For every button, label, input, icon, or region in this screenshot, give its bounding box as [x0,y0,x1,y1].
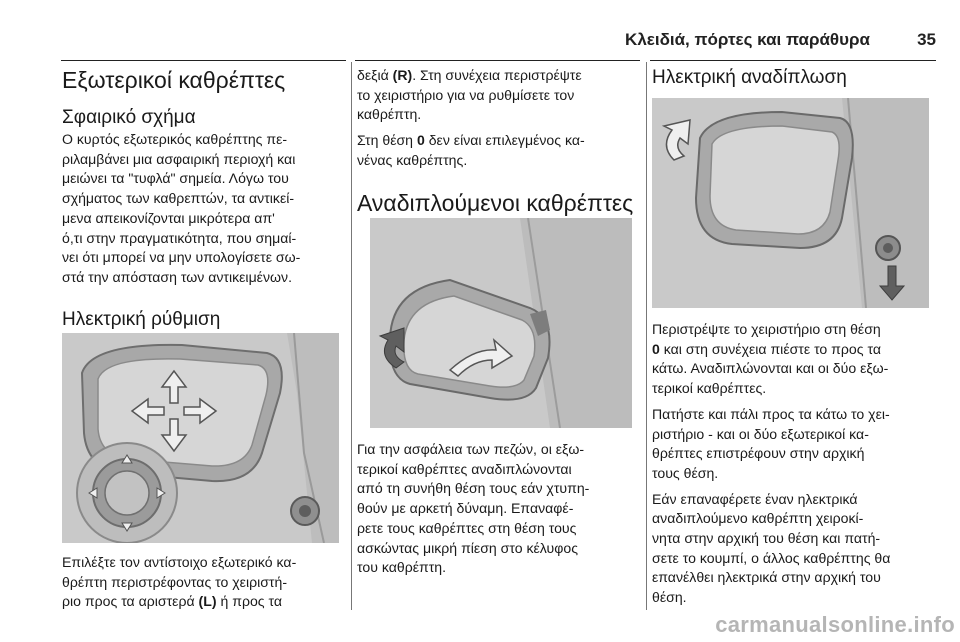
text-run: δεν είναι επιλεγμένος κα- [424,132,585,149]
text-line: Περιστρέψτε το χειριστήριο στη θέση [652,321,881,337]
text-line: ό,τι στην πραγματικότητα, που σημαί- [62,229,297,246]
figure-folding-mirror [370,218,632,428]
text-line: Επιλέξτε τον αντίστοιχο εξωτερικό κα- [62,554,297,570]
column-3 [652,66,937,90]
label-left-L: (L) [198,593,217,610]
column-3-text [652,320,937,608]
text-line: Εάν επαναφέρετε έναν ηλεκτρικά [652,490,858,507]
text-line: αναδιπλούμενο καθρέπτη χειροκί- [652,510,864,527]
text-line: νένας καθρέπτης. [357,151,468,168]
text-line: στά την απόσταση των αντικειμένων. [62,268,292,285]
text-line [62,592,347,612]
column-1-caption [62,553,347,612]
figure-electric-folding [652,98,929,308]
section-title-electric-folding: Ηλεκτρική αναδίπλωση [652,67,847,88]
watermark: carmanualsonline.info [715,612,955,637]
text-run: ή προς τα [216,593,283,610]
text-line: ρετε τους καθρέπτες στη θέση τους [357,519,577,536]
text-line: θρέπτη περιστρέφοντας το χειριστή- [62,573,288,590]
column-1 [62,66,347,332]
text-line: του καθρέπτη. [357,559,447,576]
column-2-text [357,440,642,578]
subsection-title-convex-shape: Σφαιρικό σχήμα [62,107,196,128]
text-line: ριλαμβάνει μια ασφαιρική περιοχή και [62,150,296,167]
text-line: τερικοί καθρέπτες. [652,380,767,397]
page-number: 35 [917,30,936,49]
text-line: τους θέση. [652,464,719,481]
text-line: θέση. [652,589,687,606]
paragraph-manual-reset [652,490,937,608]
section-title-folding-mirrors: Αναδιπλούμενοι καθρέπτες [357,189,634,216]
text-line: ριστήριο - και οι δύο εξωτερικοί κα- [652,425,869,442]
text-line [652,340,937,360]
column-divider-2 [646,62,647,610]
text-line: Πατήστε και πάλι προς τα κάτω το χει- [652,405,890,422]
text-line: σετε το κουμπί, ο άλλος καθρέπτης θα [652,549,891,566]
header-rule-right [650,60,936,61]
text-line: θούν με αρκετή δύναμη. Επαναφέ- [357,500,574,517]
label-right-R: (R) [392,67,413,83]
text-line: το χειριστήριο για να ρυθμίσετε τον [357,86,575,103]
text-run: Στη θέση [357,132,417,149]
text-line: κάτω. Αναδιπλώνονται και οι δύο εξω- [652,360,889,377]
header-rule-left [61,60,346,61]
running-header-title: Κλειδιά, πόρτες και παράθυρα [625,30,870,49]
text-line: νει ότι μπορεί να μην υπολογίσετε σω- [62,249,301,266]
text-line: μειώνει τα "τυφλά" σημεία. Λόγω του [62,170,289,187]
text-run: ριο προς τα αριστερά [62,593,199,610]
column-divider-1 [351,62,352,610]
label-position-0: 0 [416,132,425,149]
text-line: θρέπτες επιστρέφουν στην αρχική [652,445,865,462]
text-run: δεξιά [357,67,393,83]
figure-electric-adjustment [62,333,339,543]
text-line: μενα απεικονίζονται μικρότερα απ' [62,209,275,226]
text-run: και στη συνέχεια πιέστε το προς τα [659,340,881,357]
column-2 [357,66,642,217]
label-position-0: 0 [652,340,660,357]
text-run: . Στη συνέχεια περιστρέψτε [412,67,582,83]
text-line: επανέλθει ηλεκτρικά στην αρχική του [652,569,881,586]
section-title-exterior-mirrors: Εξωτερικοί καθρέπτες [62,67,286,93]
text-line: σχήματος των καθρεπτών, τα αντικεί- [62,190,295,207]
text-line: καθρέπτη. [357,106,422,123]
paragraph-convex-shape [62,130,347,288]
paragraph-press-again [652,405,937,484]
text-line [357,66,642,86]
subsection-title-electric-adjustment: Ηλεκτρική ρύθμιση [62,308,221,330]
text-line: από τη συνήθη θέση τους εάν χτυπη- [357,480,590,497]
text-line: Ο κυρτός εξωτερικός καθρέπτης πε- [62,131,288,147]
text-line [357,131,642,151]
text-line: νητα στην αρχική του θέση και πατή- [652,530,881,547]
header-rule-middle [355,60,640,61]
text-line: Για την ασφάλεια των πεζών, οι εξω- [357,441,585,457]
text-line: ασκώντας μικρή πίεση στο κέλυφος [357,539,578,556]
text-line: τερικοί καθρέπτες αναδιπλώνονται [357,460,572,477]
